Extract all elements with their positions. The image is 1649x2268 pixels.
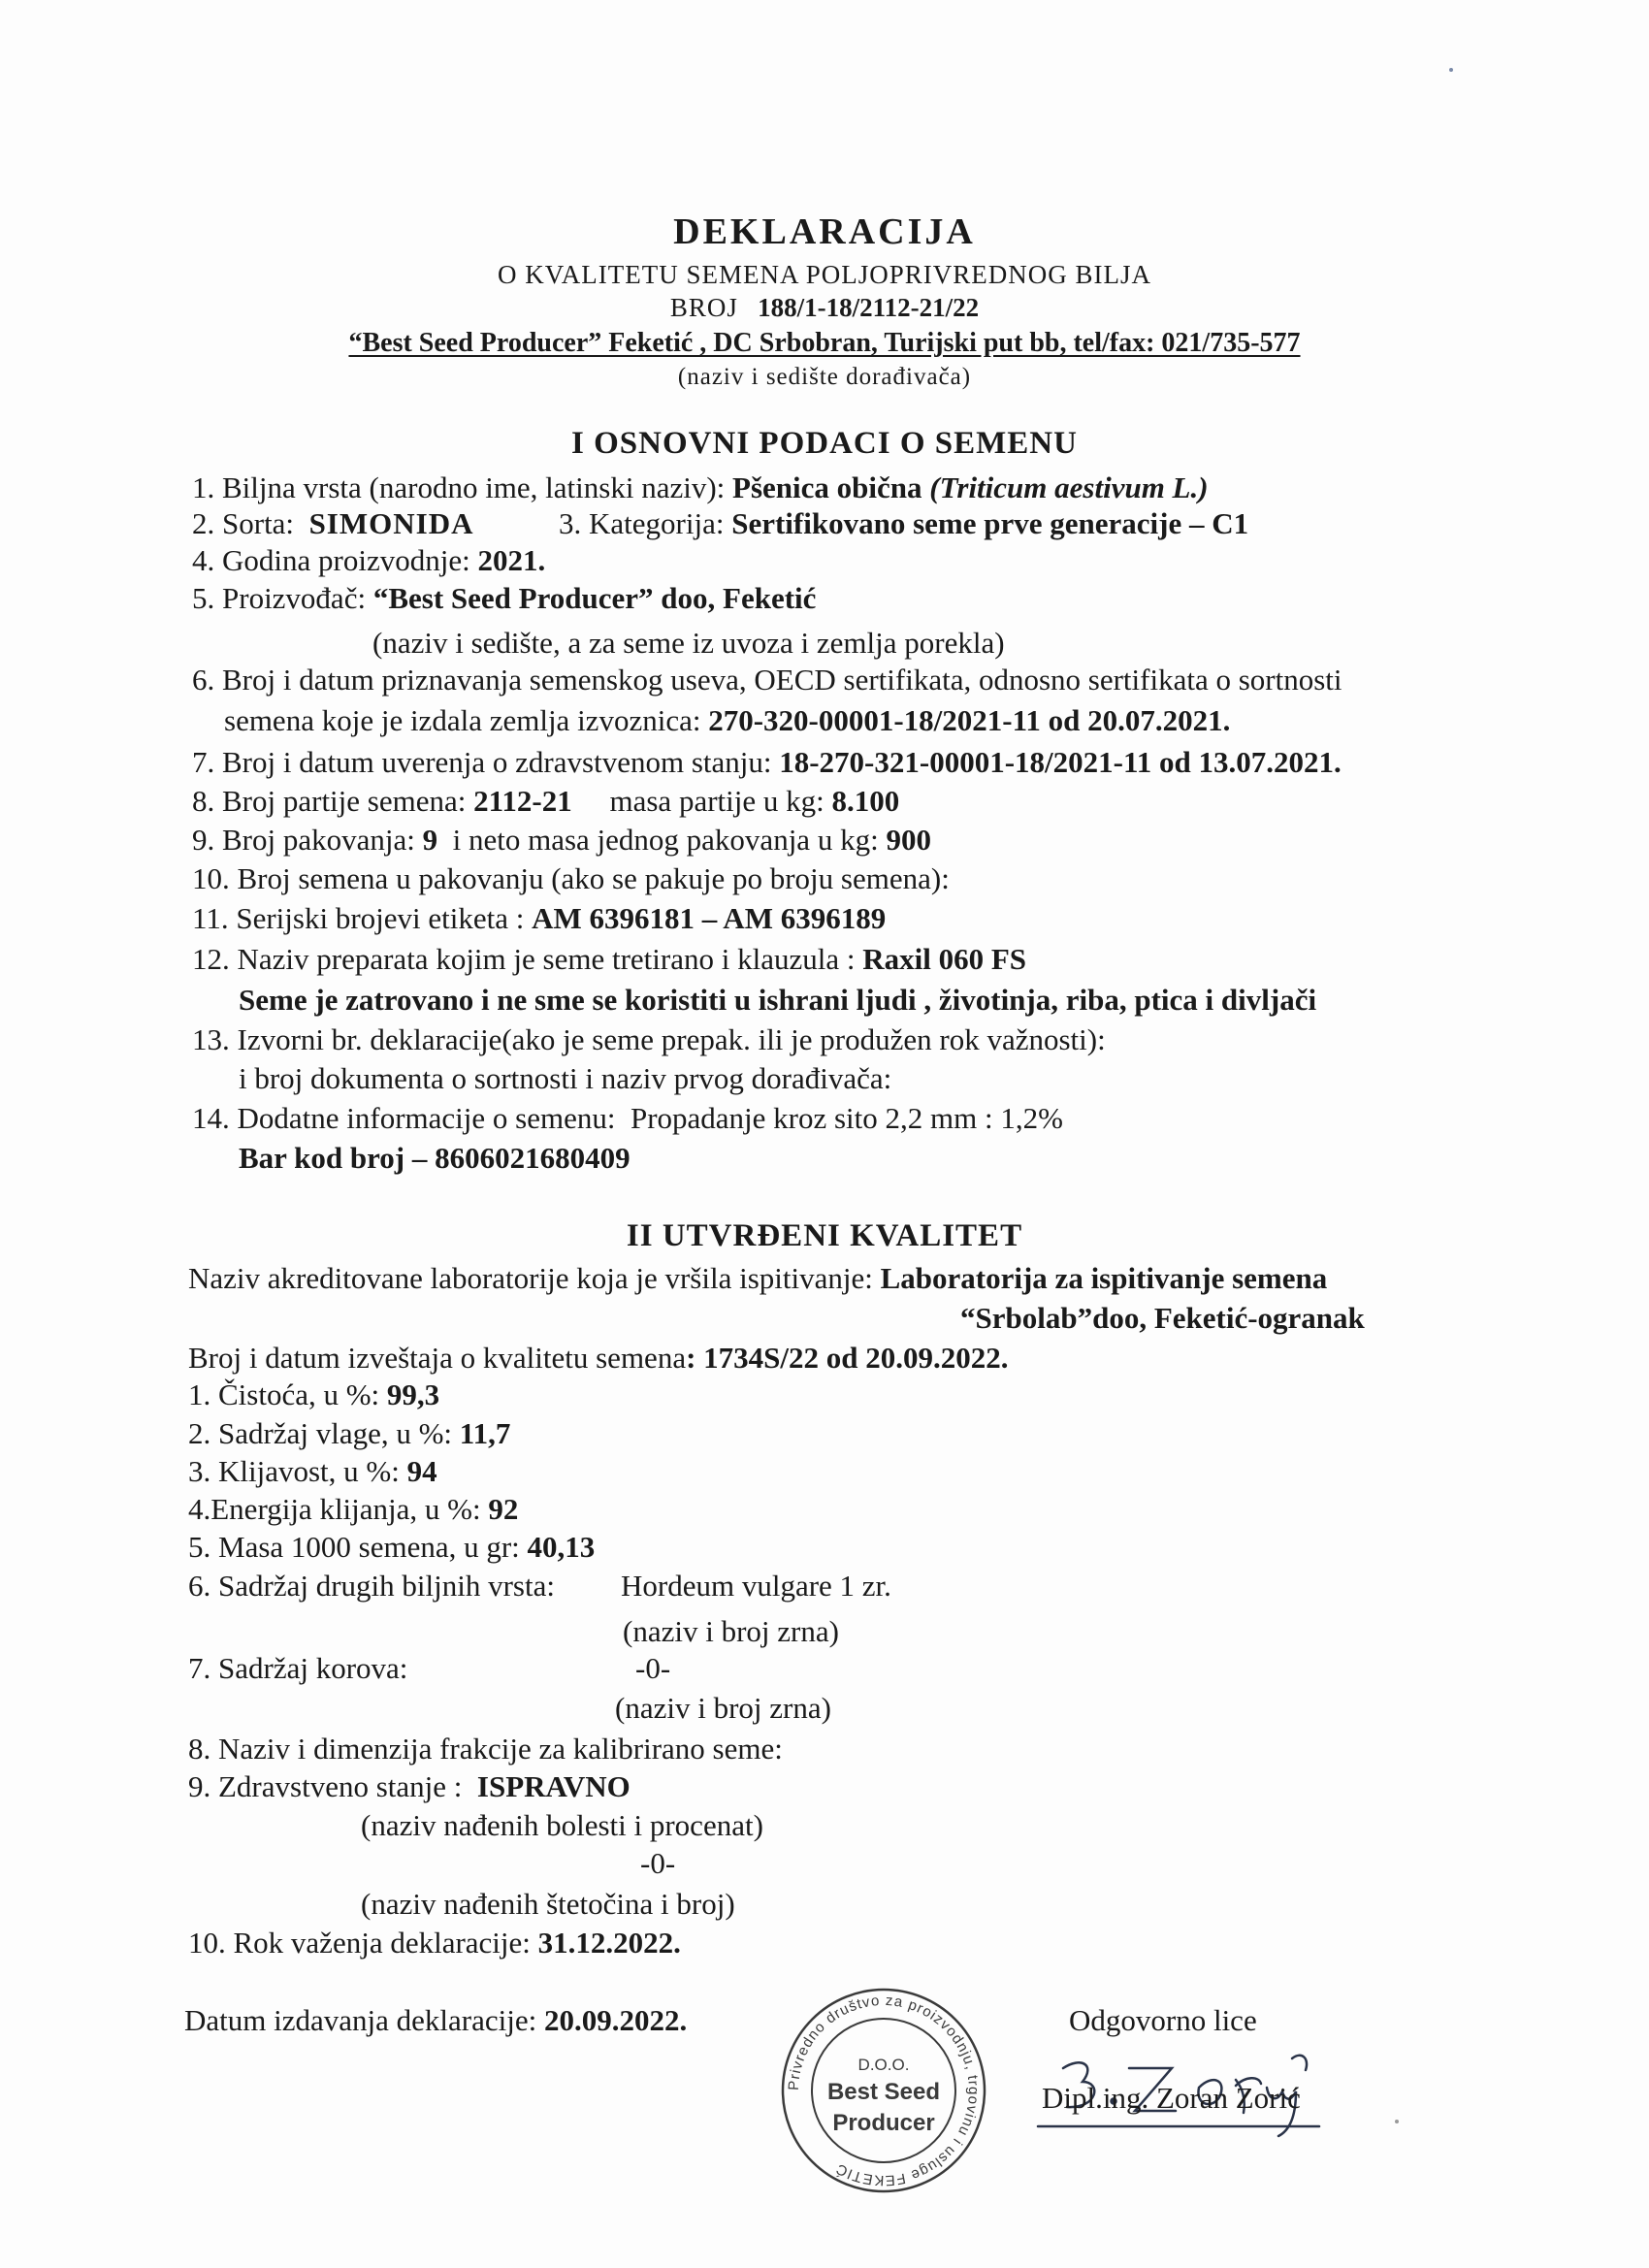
quality-5-label: 5. Masa 1000 semena, u gr: [188, 1530, 520, 1564]
quality-2-value: 11,7 [459, 1416, 511, 1450]
quality-4-label: 4.Energija klijanja, u %: [188, 1492, 481, 1526]
report-value: : 1734S/22 od 20.09.2022. [686, 1341, 1009, 1375]
item-2 [192, 505, 473, 542]
quality-2 [188, 1415, 510, 1452]
lab-value: Laboratorija za ispitivanje semena [880, 1261, 1328, 1295]
item-9 [192, 822, 931, 859]
quality-4-value: 92 [488, 1492, 519, 1526]
item-14-value: Propadanje kroz sito 2,2 mm : 1,2% [630, 1101, 1063, 1135]
item-5-value: “Best Seed Producer” doo, Feketić [372, 581, 817, 615]
item-1-latin: (Triticum aestivum L.) [929, 470, 1209, 504]
signer-name: Dipl.ing. Zoran Zorić [1042, 2081, 1301, 2115]
quality-1-label: 1. Čistoća, u %: [188, 1377, 380, 1411]
item-6-line1: 6. Broj i datum priznavanja semenskog useva, OECD sertifikata, odnosno sertifikata o sortnosti [192, 663, 1342, 697]
issue-date-label: Datum izdavanja deklaracije: [184, 2003, 537, 2037]
item-4 [192, 542, 545, 579]
item-7 [192, 744, 1342, 781]
item-5 [192, 580, 816, 617]
processor-caption: (naziv i sedište dorađivača) [677, 364, 972, 390]
quality-7-value: -0- [635, 1651, 671, 1685]
lab-value-line2: “Srbolab”doo, Feketić-ogranak [960, 1301, 1365, 1335]
item-9-net-label: i neto masa jednog pakovanja u kg: [452, 823, 879, 857]
quality-1 [188, 1377, 439, 1413]
item-6-value: 270-320-00001-18/2021-11 od 20.07.2021. [708, 703, 1231, 737]
quality-10-value: 31.12.2022. [537, 1926, 681, 1960]
quality-3 [188, 1453, 437, 1490]
item-3 [559, 505, 1248, 542]
lab-line [188, 1260, 1327, 1297]
item-2-label: 2. Sorta: [192, 506, 295, 540]
item-9-value: 9 [422, 823, 438, 857]
item-4-label: 4. Godina proizvodnje: [192, 543, 470, 577]
item-8-mass-label: masa partije u kg: [609, 784, 824, 818]
quality-6-caption: (naziv i broj zrna) [623, 1614, 839, 1648]
quality-9-label: 9. Zdravstveno stanje : [188, 1769, 463, 1803]
quality-2-label: 2. Sadržaj vlage, u %: [188, 1416, 453, 1450]
section2-title: II UTVRĐENI KVALITET [626, 1218, 1023, 1253]
scan-speck [1449, 68, 1453, 72]
item-7-value: 18-270-321-00001-18/2021-11 od 13.07.2021. [779, 745, 1342, 779]
item-13-line1: 13. Izvorni br. deklaracije(ako je seme prepak. ili je produžen rok važnosti): [192, 1022, 1106, 1056]
quality-10 [188, 1925, 681, 1961]
quality-3-label: 3. Klijavost, u %: [188, 1454, 400, 1488]
quality-7-caption: (naziv i broj zrna) [615, 1691, 831, 1725]
item-5-label: 5. Proizvođač: [192, 581, 367, 615]
quality-6-label: 6. Sadržaj drugih biljnih vrsta: [188, 1569, 555, 1603]
report-label: Broj i datum izveštaja o kvalitetu semena [188, 1341, 687, 1375]
stamp-ring-text: Privredno društvo za proizvodnju, trgovinu i usluge FEKETIĆ [785, 1992, 983, 2189]
item-3-value: Sertifikovano seme prve generacije – C1 [731, 506, 1249, 540]
quality-9-value: ISPRAVNO [476, 1769, 630, 1803]
quality-5 [188, 1529, 595, 1566]
issue-date [184, 2002, 687, 2039]
quality-7-label: 7. Sadržaj korova: [188, 1651, 408, 1685]
quality-9-caption1: (naziv nađenih bolesti i procenat) [361, 1808, 763, 1842]
item-8-label: 8. Broj partije semena: [192, 784, 467, 818]
item-8-mass-value: 8.100 [831, 784, 900, 818]
quality-5-value: 40,13 [527, 1530, 596, 1564]
quality-4 [188, 1491, 518, 1528]
item-7-label: 7. Broj i datum uverenja o zdravstvenom stanju: [192, 745, 772, 779]
item-12-warning: Seme je zatrovano i ne sme se koristiti u ishrani ljudi , životinja, riba, ptica i divljači [239, 983, 1317, 1017]
item-2-value: SIMONIDA [308, 506, 474, 540]
responsible-label: Odgovorno lice [1069, 2003, 1257, 2037]
company-stamp [772, 1979, 995, 2202]
item-6-line2 [224, 702, 1230, 739]
document-subtitle: O KVALITETU SEMENA POLJOPRIVREDNOG BILJA [497, 260, 1151, 289]
quality-9 [188, 1768, 630, 1805]
issue-date-value: 20.09.2022. [543, 2003, 688, 2037]
stamp-line2: Best Seed [826, 2079, 941, 2105]
stamp-line3: Producer [832, 2110, 935, 2136]
quality-9-caption2: (naziv nađenih štetočina i broj) [361, 1887, 735, 1921]
quality-1-value: 99,3 [386, 1377, 440, 1411]
item-10: 10. Broj semena u pakovanju (ako se pakuje po broju semena): [192, 861, 950, 895]
item-9-net-value: 900 [886, 823, 931, 857]
item-12 [192, 941, 1026, 978]
scan-speck [1395, 2120, 1399, 2123]
quality-6-value: Hordeum vulgare 1 zr. [621, 1569, 891, 1603]
item-14 [192, 1100, 1063, 1137]
document-title: DEKLARACIJA [673, 211, 976, 252]
item-11 [192, 900, 886, 937]
item-14-label: 14. Dodatne informacije o semenu: [192, 1101, 616, 1135]
quality-8: 8. Naziv i dimenzija frakcije za kalibrirano seme: [188, 1732, 783, 1766]
lab-label: Naziv akreditovane laboratorije koja je vršila ispitivanje: [188, 1261, 873, 1295]
processor-line: “Best Seed Producer” Feketić , DC Srbobran, Turijski put bb, tel/fax: 021/735-577 [348, 328, 1301, 358]
item-1-name: Pšenica obična [732, 470, 922, 504]
item-8 [192, 783, 899, 820]
number-value: 188/1-18/2112-21/22 [758, 293, 980, 322]
stamp-line1: D.O.O. [857, 2056, 910, 2074]
item-14-barcode: Bar kod broj – 8606021680409 [239, 1141, 630, 1175]
report-line [188, 1340, 1009, 1377]
item-13-line2: i broj dokumenta o sortnosti i naziv prvog dorađivača: [239, 1061, 892, 1095]
item-12-label: 12. Naziv preparata kojim je seme tretirano i klauzula : [192, 942, 856, 976]
quality-10-label: 10. Rok važenja deklaracije: [188, 1926, 531, 1960]
declaration-number [0, 289, 1649, 326]
item-5-caption: (naziv i sedište, a za seme iz uvoza i zemlja porekla) [372, 626, 1005, 660]
section1-title: I OSNOVNI PODACI O SEMENU [571, 426, 1078, 461]
item-3-label: 3. Kategorija: [559, 506, 725, 540]
item-4-value: 2021. [477, 543, 546, 577]
item-11-label: 11. Serijski brojevi etiketa : [192, 901, 525, 935]
quality-3-value: 94 [406, 1454, 437, 1488]
item-11-value: AM 6396181 – AM 6396189 [532, 901, 887, 935]
item-8-value: 2112-21 [473, 784, 572, 818]
item-12-value: Raxil 060 FS [862, 942, 1026, 976]
item-6-label: semena koje je izdala zemlja izvoznica: [224, 703, 701, 737]
item-1-label: 1. Biljna vrsta (narodno ime, latinski naziv): [192, 470, 726, 504]
quality-9-pests: -0- [640, 1846, 676, 1880]
item-9-label: 9. Broj pakovanja: [192, 823, 415, 857]
number-label: BROJ [669, 293, 738, 322]
item-1 [192, 470, 1209, 506]
